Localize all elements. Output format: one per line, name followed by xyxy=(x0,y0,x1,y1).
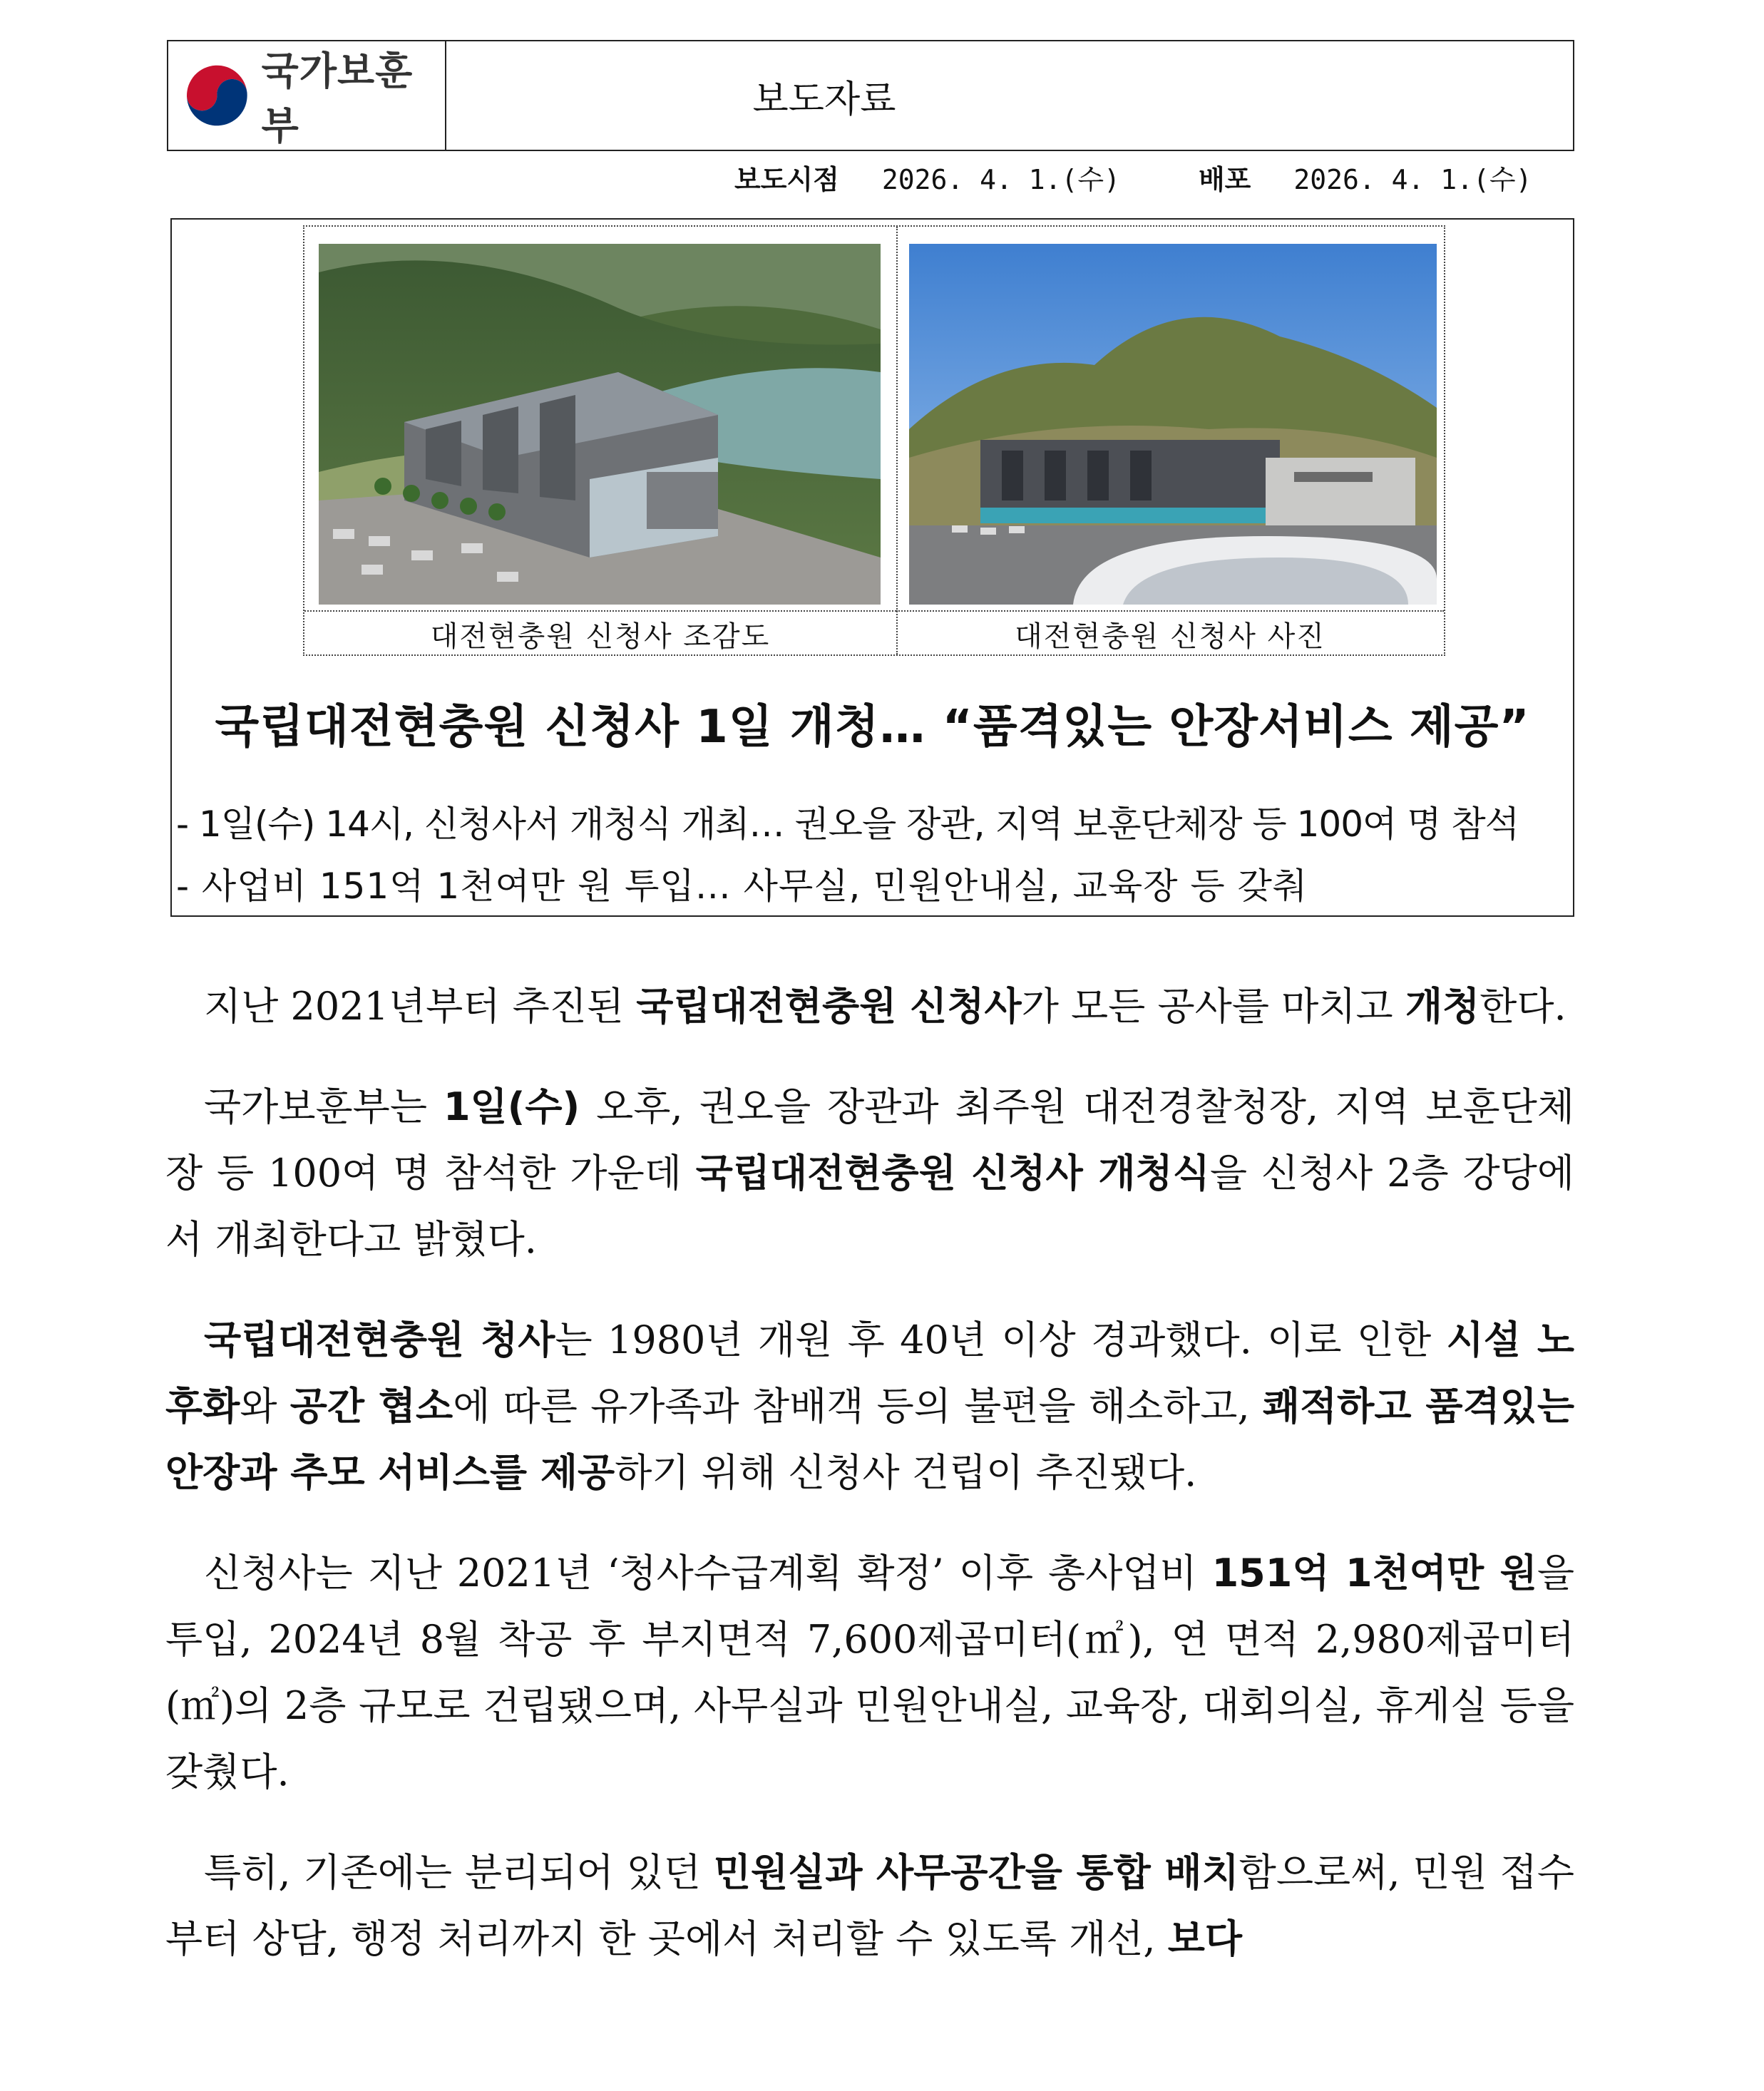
text-run: 한다. xyxy=(1480,984,1566,1029)
paragraph-5 xyxy=(165,1839,1574,1972)
text-run: 가 모든 공사를 마치고 xyxy=(1021,984,1405,1029)
text-run: 에 따른 유가족과 참배객 등의 불편을 해소하고, xyxy=(453,1384,1263,1429)
photo-cell-rendering xyxy=(304,227,898,654)
text-run: 와 xyxy=(240,1384,290,1429)
press-header xyxy=(167,40,1574,151)
building-rendering-image xyxy=(319,244,881,605)
headline: 국립대전현충원 신청사 1일 개청… “품격있는 안장서비스 제공” xyxy=(215,701,1530,754)
taegeuk-emblem-icon xyxy=(181,58,253,133)
subhead-2: - 사업비 151억 1천여만 원 투입… 사무실, 민원안내실, 교육장 등 갖춰 xyxy=(176,865,1308,907)
text-run-bold: 개청 xyxy=(1405,984,1480,1029)
text-run-bold: 151억 1천여만 원 xyxy=(1211,1551,1537,1596)
text-run: 오후, 권오을 장관과 최주원 대전경찰청장, 지역 보훈단체장 등 100여 명 참석한 가운데 xyxy=(165,1084,1574,1196)
ministry-name: 국가보훈부 xyxy=(261,48,414,148)
text-run: 국가보훈부는 xyxy=(204,1084,443,1129)
text-run-bold: 공간 협소 xyxy=(289,1384,453,1429)
paragraph-1 xyxy=(165,973,1574,1039)
release-date: 2026. 4. 1.(수) xyxy=(881,163,1120,195)
distribution-date: 2026. 4. 1.(수) xyxy=(1293,163,1532,195)
building-photo-image xyxy=(909,244,1437,605)
text-run: 는 1980년 개원 후 40년 이상 경과했다. 이로 인한 xyxy=(555,1317,1447,1362)
paragraph-4 xyxy=(165,1540,1574,1805)
doc-type-title: 보도자료 xyxy=(752,78,896,121)
paragraph-3 xyxy=(165,1307,1574,1506)
distribution-label: 배포 xyxy=(1198,163,1251,195)
text-run: 을 투입, 2024년 8월 착공 후 부지면적 7,600제곱미터(㎡), 연 면적 2,980제곱미터(㎡)의 2층 규모로 건립됐으며, 사무실과 민원안내실, 교육장, 대회의실, 휴게실 등을 갖췄다. xyxy=(165,1551,1574,1794)
photo-cell-photo xyxy=(896,227,1444,654)
text-run: 특히, 기존에는 분리되어 있던 xyxy=(204,1850,714,1895)
text-run-bold: 시설 노후화 xyxy=(165,1317,1575,1429)
photo-caption: 대전현충원 신청사 조감도 xyxy=(304,610,896,656)
text-run-bold: 보다 xyxy=(1167,1916,1243,1961)
text-run: 하기 위해 신청사 건립이 추진됐다. xyxy=(615,1450,1197,1495)
release-date-line xyxy=(734,155,1576,198)
text-run: 신청사는 지난 2021년 ‘청사수급계획 확정’ 이후 총사업비 xyxy=(204,1551,1212,1596)
text-run-bold: 민원실과 사무공간을 통합 배치 xyxy=(713,1850,1239,1895)
text-run-bold: 국립대전현충원 청사 xyxy=(204,1317,555,1362)
text-run: 지난 2021년부터 추진된 xyxy=(204,984,637,1029)
text-run-bold: 쾌적하고 품격있는 안장과 추모 서비스를 제공 xyxy=(165,1384,1574,1495)
paragraph-2 xyxy=(165,1074,1574,1273)
text-run-bold: 1일(수) xyxy=(443,1084,580,1129)
photo-caption: 대전현충원 신청사 사진 xyxy=(896,610,1444,656)
release-label: 보도시점 xyxy=(734,163,839,195)
photo-table xyxy=(303,225,1445,656)
ministry-logo xyxy=(168,41,446,150)
summary-box xyxy=(170,218,1574,917)
article-body xyxy=(165,973,1574,2006)
text-run: 함으로써, 민원 접수부터 상담, 행정 처리까지 한 곳에서 처리할 수 있도록 개선, xyxy=(165,1850,1575,1961)
subhead-1: - 1일(수) 14시, 신청사서 개청식 개최… 권오을 장관, 지역 보훈단체장 등 100여 명 참석 xyxy=(176,803,1519,845)
text-run: 을 신청사 2층 강당에서 개최한다고 밝혔다. xyxy=(165,1151,1574,1262)
text-run-bold: 국립대전현충원 신청사 xyxy=(636,984,1022,1029)
text-run-bold: 국립대전현충원 신청사 개청식 xyxy=(695,1151,1210,1196)
